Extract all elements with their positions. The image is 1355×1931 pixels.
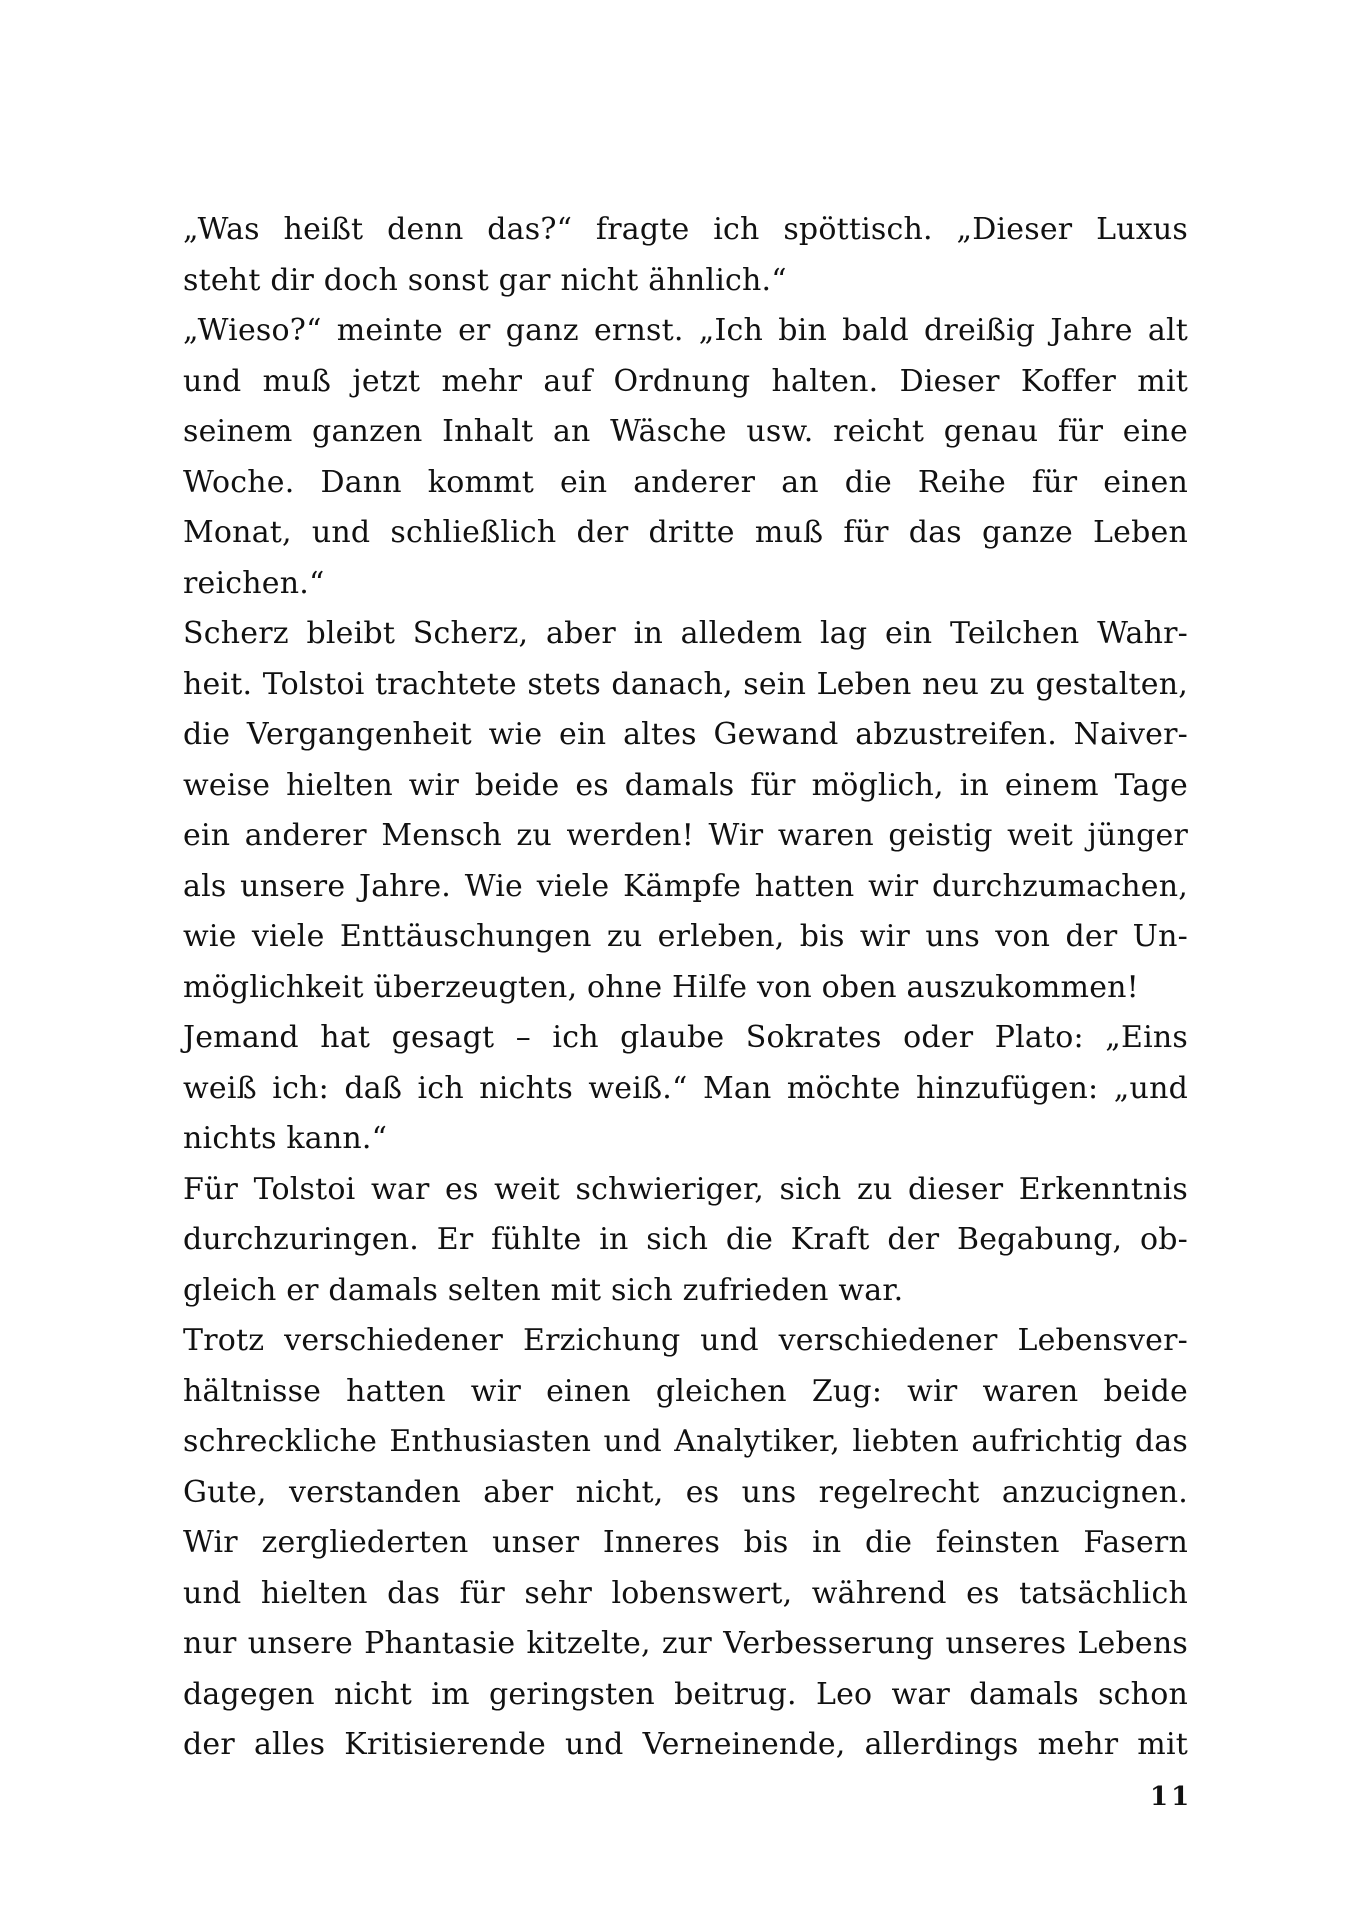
- text-line: Wir zergliederten unser Inneres bis in die feinsten Fasern: [183, 1525, 1188, 1560]
- text-line: wie viele Enttäuschungen zu erleben, bis wir uns von der Un-: [183, 919, 1188, 954]
- text-line: hältnisse hatten wir einen gleichen Zug: wir waren beide: [183, 1373, 1188, 1409]
- page-number: 11: [1150, 1782, 1193, 1812]
- text-line: Woche. Dann kommt ein anderer an die Reihe für einen: [183, 464, 1188, 500]
- text-line: dagegen nicht im geringsten beitrug. Leo war damals schon: [183, 1676, 1188, 1712]
- text-line: gleich er damals selten mit sich zufrieden war.: [183, 1272, 904, 1308]
- text-line: Monat, und schließlich der dritte muß für das ganze Leben: [183, 515, 1188, 550]
- text-line: die Vergangenheit wie ein altes Gewand abzustreifen. Naiver-: [183, 717, 1188, 752]
- text-line: „Was heißt denn das?“ fragte ich spöttisch. „Dieser Luxus: [183, 212, 1188, 247]
- text-line: und hielten das für sehr lobenswert, während es tatsächlich: [183, 1575, 1188, 1611]
- text-line: weise hielten wir beide es damals für möglich, in einem Tage: [183, 767, 1188, 803]
- text-line: möglichkeit überzeugten, ohne Hilfe von oben auszukommen!: [183, 969, 1139, 1005]
- text-line: durchzuringen. Er fühlte in sich die Kraft der Begabung, ob-: [183, 1222, 1188, 1257]
- text-line: heit. Tolstoi trachtete stets danach, sein Leben neu zu gestalten,: [183, 666, 1188, 702]
- text-line: nichts kann.“: [183, 1121, 388, 1156]
- text-line: schreckliche Enthusiasten und Analytiker, liebten aufrichtig das: [183, 1424, 1188, 1459]
- text-line: Für Tolstoi war es weit schwieriger, sich zu dieser Erkenntnis: [183, 1171, 1188, 1207]
- text-line: seinem ganzen Inhalt an Wäsche usw. reicht genau für eine: [183, 414, 1188, 449]
- body-text: [183, 205, 1188, 1771]
- text-line: ein anderer Mensch zu werden! Wir waren geistig weit jünger: [183, 818, 1188, 853]
- text-line: reichen.“: [183, 565, 325, 601]
- text-line: steht dir doch sonst gar nicht ähnlich.“: [183, 262, 787, 298]
- text-line: der alles Kritisierende und Verneinende, allerdings mehr mit: [183, 1727, 1188, 1762]
- text-line: Jemand hat gesagt – ich glaube Sokrates oder Plato: „Eins: [183, 1020, 1188, 1055]
- text-line: nur unsere Phantasie kitzelte, zur Verbesserung unseres Lebens: [183, 1626, 1188, 1661]
- text-line: Trotz verschiedener Erzichung und verschiedener Lebensver-: [183, 1323, 1188, 1358]
- text-line: als unsere Jahre. Wie viele Kämpfe hatten wir durchzumachen,: [183, 868, 1188, 904]
- text-line: „Wieso?“ meinte er ganz ernst. „Ich bin bald dreißig Jahre alt: [183, 313, 1188, 348]
- text-line: Gute, verstanden aber nicht, es uns regelrecht anzucignen.: [183, 1474, 1188, 1510]
- text-line: und muß jetzt mehr auf Ordnung halten. Dieser Koffer mit: [183, 363, 1188, 399]
- text-line: weiß ich: daß ich nichts weiß.“ Man möchte hinzufügen: „und: [183, 1070, 1188, 1106]
- text-line: Scherz bleibt Scherz, aber in alledem lag ein Teilchen Wahr-: [183, 616, 1188, 651]
